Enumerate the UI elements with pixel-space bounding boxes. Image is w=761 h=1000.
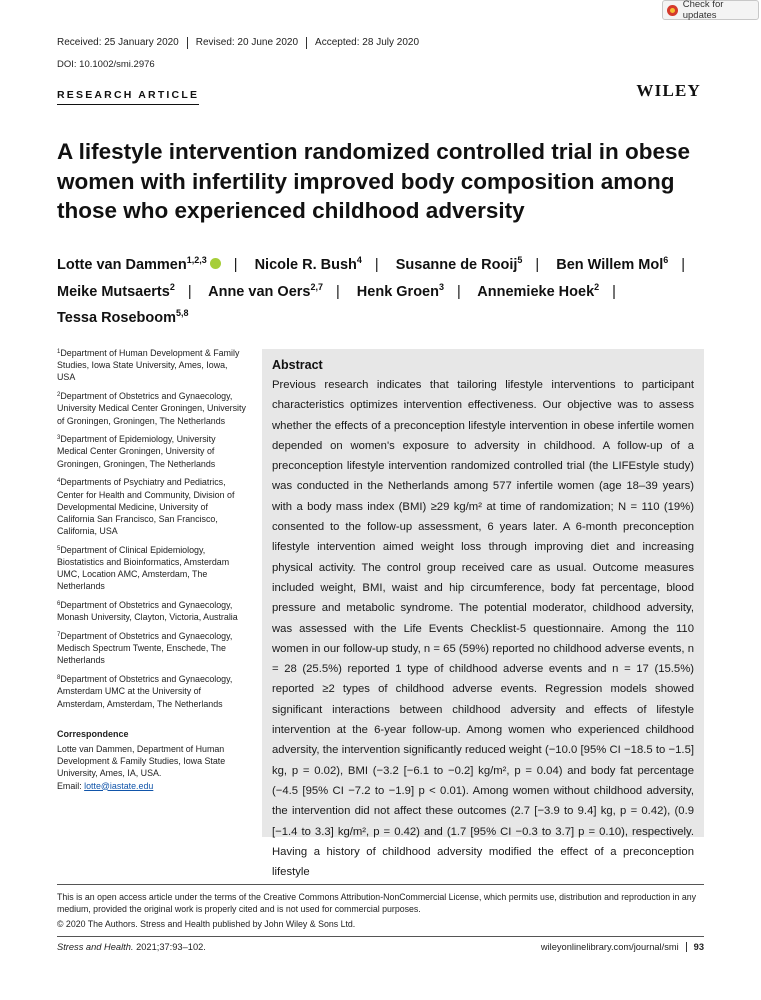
revised-date: Revised: 20 June 2020	[187, 37, 306, 49]
affiliation-text: Department of Human Development & Family Studies, Iowa State University, Ames, Iowa, USA	[57, 348, 240, 383]
affiliation-number: 1	[57, 349, 61, 355]
author-separator: |	[187, 283, 192, 300]
publisher-logo: WILEY	[636, 81, 701, 100]
journal-url[interactable]: wileyonlinelibrary.com/journal/smi	[540, 942, 679, 952]
affiliation-item	[57, 347, 247, 384]
author-list	[57, 252, 707, 332]
author-separator: |	[374, 257, 379, 273]
page-footer	[57, 942, 704, 952]
author	[208, 281, 323, 300]
correspondence-email: Email: lotte@iastate.edu	[57, 780, 154, 791]
author-name: Meike Mutsaerts	[57, 283, 170, 300]
affiliation-item	[57, 544, 247, 593]
affiliation-text: Department of Epidemiology, University Medical Center Groningen, University of Groningen, Groningen, The Netherlands	[57, 434, 216, 469]
page-number: 93	[686, 942, 704, 952]
journal-citation: Stress and Health. 2021;37:93–102.	[57, 942, 206, 952]
affiliation-number: 2	[57, 392, 61, 399]
correspondence-text: Lotte van Dammen, Department of Human Development & Family Studies, Iowa State University, Ames, IA, USA.	[57, 743, 226, 779]
author	[396, 257, 523, 273]
correspondence-heading: Correspondence	[57, 728, 129, 739]
author-name: Henk Groen	[356, 283, 439, 300]
author	[356, 281, 444, 300]
doi: DOI: 10.1002/smi.2976	[57, 59, 155, 70]
author-affiliation-mark: 6	[663, 255, 669, 265]
author-name: Annemieke Hoek	[477, 283, 595, 300]
article-dates	[57, 37, 427, 49]
affiliation-text: Department of Obstetrics and Gynaecology, University Medical Center Groningen, University of Groningen, Groningen, The Netherlands	[57, 391, 246, 426]
author-separator: |	[535, 257, 540, 273]
footer-rule	[57, 884, 704, 885]
affiliation-item	[57, 390, 247, 427]
email-link[interactable]: lotte@iastate.edu	[84, 780, 154, 791]
article-title: A lifestyle intervention randomized controlled trial in obese women with infertility improved body composition among those who experienced childhood adversity	[57, 139, 691, 223]
author-affiliation-mark: 5	[517, 255, 523, 265]
author-separator: |	[335, 283, 340, 300]
accepted-date: Accepted: 28 July 2020	[306, 37, 427, 49]
author-name: Ben Willem Mol	[556, 257, 664, 273]
author-affiliation-mark: 2	[169, 281, 175, 292]
copyright: © 2020 The Authors. Stress and Health published by John Wiley & Sons Ltd.	[57, 919, 356, 929]
abstract-heading: Abstract	[272, 358, 323, 372]
author	[255, 257, 362, 273]
check-for-updates-label: Check for updates	[682, 0, 724, 21]
author-affiliation-mark: 3	[438, 281, 444, 292]
affiliation-item	[57, 433, 247, 470]
crossmark-icon	[667, 5, 678, 16]
author-affiliation-mark: 4	[356, 255, 362, 265]
author-name: Susanne de Rooij	[395, 257, 518, 273]
author-name: Tessa Roseboom	[57, 310, 176, 326]
affiliation-number: 5	[57, 545, 61, 552]
check-for-updates-button[interactable]	[662, 0, 759, 20]
affiliation-text: Departments of Psychiatry and Pediatrics, Center for Health and Community, Division of Developmental Medicine, University of California San Francisco, San Francisco, California, USA	[57, 477, 235, 537]
author-affiliation-mark: 1,2,3	[186, 255, 207, 265]
affiliation-item	[57, 673, 247, 710]
affiliation-number: 4	[57, 478, 61, 485]
author	[57, 310, 189, 326]
article-type: RESEARCH ARTICLE	[57, 89, 199, 105]
license-text: This is an open access article under the terms of the Creative Commons Attribution-NonCommercial License, which permits use, distribution and reproduction in any medium, provided the original work is properly cited and is not used for commercial purposes.	[57, 892, 697, 915]
author-name: Lotte van Dammen	[57, 257, 187, 273]
author	[477, 281, 600, 300]
affiliation-number: 6	[57, 601, 61, 608]
affiliation-text: Department of Obstetrics and Gynaecology, Amsterdam UMC at the University of Amsterdam, Amsterdam, The Netherlands	[57, 674, 233, 709]
received-date: Received: 25 January 2020	[57, 37, 179, 48]
abstract-text: Previous research indicates that tailoring lifestyle interventions to participant characteristics optimizes intervention effectiveness. Our objective was to assess whether the effects of a preconception lifestyle intervention in obese infertile women depended on women's exposure to adversity in childhood. A follow-up of a preconception lifestyle intervention randomized controlled trial (the LIFEstyle study) was conducted in the Netherlands among 577 infertile women (age 18–39 years) with a body mass index (BMI) ≥29 kg/m² at time of randomization; N = 110 (19%) consented to the follow-up assessment, 6 years later. A 6-month preconception lifestyle intervention aimed weight loss through improving diet and increasing physical activity. The control group received care as usual. Outcome measures included weight, BMI, waist and hip circumference, body fat percentage, blood pressure and metabolic syndrome. The potential moderator, childhood adversity, was assessed with the Life Events Checklist-5 questionnaire. Among the 110 women in our follow-up study, n = 65 (59%) reported no childhood adverse events, n = 28 (25.5%) reported 1 type of childhood adverse events and n = 17 (15.5%) reported ≥2 types of childhood adverse events. Regression models showed significant interactions between childhood adversity and effects of lifestyle intervention at the 6-year follow-up. Among women who experienced childhood adversity, the intervention significantly reduced weight (−10.0 [95% CI −18.5 to −1.5] kg, p = 0.02), BMI (−3.2 [−6.1 to −0.2] kg/m², p = 0.04) and body fat percentage (−4.5 [95% CI −7.2 to −1.9] p < 0.01). Among women without childhood adversity, the intervention did not affect these outcomes (2.7 [−3.9 to 9.4] kg, p = 0.42), (0.9 [−1.4 to 3.3] kg/m², p = 0.42) and (1.7 [95% CI −0.3 to 3.7] p = 0.10), respectively. Having a history of childhood adversity modified the effect of a preconception lifestyle	[272, 379, 694, 879]
affiliation-text: Department of Clinical Epidemiology, Biostatistics and Bioinformatics, Amsterdam UMC, Location AMC, Amsterdam, The Netherlands	[57, 544, 230, 592]
author-affiliation-mark: 2	[594, 281, 600, 292]
affiliation-text: Department of Obstetrics and Gynaecology, Medisch Spectrum Twente, Enschede, The Netherlands	[57, 631, 233, 666]
affiliation-item	[57, 630, 247, 667]
author	[57, 281, 175, 300]
author-affiliation-mark: 5,8	[176, 308, 189, 318]
orcid-icon[interactable]	[210, 258, 221, 269]
author	[57, 257, 221, 273]
abstract-box	[262, 349, 704, 879]
author-separator: |	[233, 257, 238, 273]
footer-rule-bottom	[57, 936, 704, 937]
affiliation-item	[57, 599, 247, 623]
affiliation-number: 7	[57, 632, 61, 639]
affiliation-text: Department of Obstetrics and Gynaecology, Monash University, Clayton, Victoria, Australia	[57, 600, 238, 623]
author-affiliation-mark: 2,7	[310, 281, 323, 292]
author-separator: |	[457, 283, 461, 300]
affiliation-number: 8	[57, 675, 61, 682]
affiliation-number: 3	[57, 435, 61, 442]
affiliations	[57, 347, 247, 792]
author-name: Nicole R. Bush	[254, 257, 357, 273]
author-name: Anne van Oers	[208, 283, 311, 300]
author	[556, 257, 668, 273]
affiliation-item	[57, 476, 247, 537]
author-separator: |	[612, 283, 616, 300]
author-separator: |	[681, 257, 686, 273]
